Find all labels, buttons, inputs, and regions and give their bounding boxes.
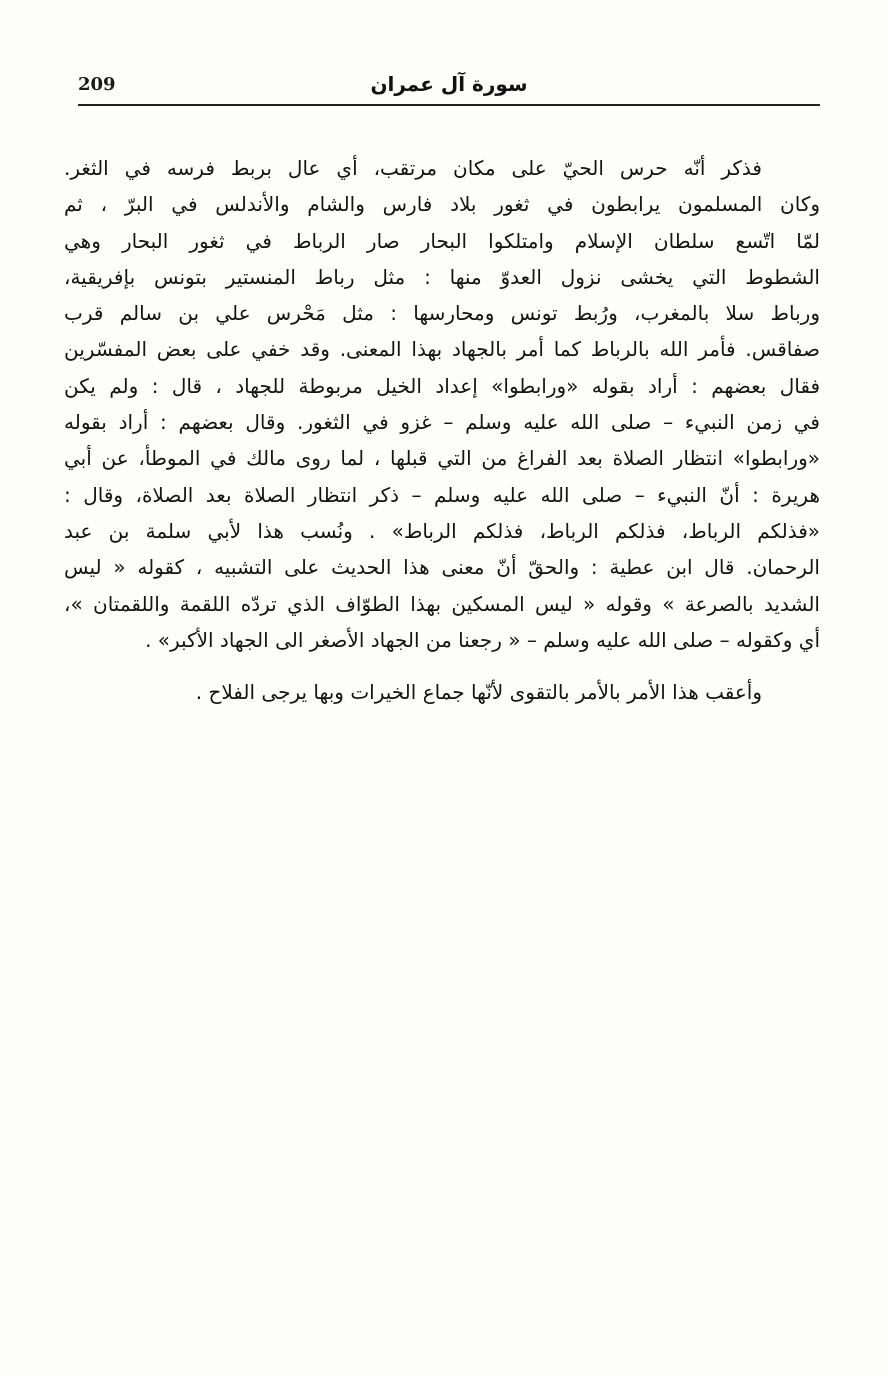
page-number: 209 bbox=[78, 74, 116, 95]
text-line: لمّا اتّسع سلطان الإسلام وامتلكوا البحار صار الرباط في ثغور البحار وهي bbox=[64, 228, 820, 253]
header-rule bbox=[78, 104, 820, 106]
text-line: أي وكقوله – صلى الله عليه وسلم – « رجعنا من الجهاد الأصغر الى الجهاد الأكبر» . bbox=[145, 627, 820, 652]
text-line: ورباط سلا بالمغرب، ورُبط تونس ومحارسها : مثل مَحْرس علي بن سالم قرب bbox=[64, 301, 820, 326]
text-line: صفاقس. فأمر الله بالرباط كما أمر بالجهاد بهذا المعنى. وقد خفي على بعض المفسّرين bbox=[64, 337, 820, 362]
paragraph-1 bbox=[64, 150, 820, 658]
text-line: الشديد بالصرعة » وقوله « ليس المسكين بهذا الطوّاف الذي تردّه اللقمة واللقمتان »، bbox=[64, 591, 820, 616]
text-line: «فذلكم الرباط، فذلكم الرباط، فذلكم الرباط» . ونُسب هذا لأبي سلمة بن عبد bbox=[64, 518, 820, 543]
text-line: فقال بعضهم : أراد بقوله «ورابطوا» إعداد الخيل مربوطة للجهاد ، قال : ولم يكن bbox=[64, 373, 820, 398]
paragraph-2 bbox=[64, 674, 820, 710]
text-line: الشطوط التي يخشى نزول العدوّ منها : مثل رباط المنستير بتونس بإفريقية، bbox=[64, 264, 820, 289]
text-line: وكان المسلمون يرابطون في ثغور بلاد فارس والشام والأندلس في البرّ ، ثم bbox=[64, 192, 820, 217]
text-line: وأعقب هذا الأمر بالأمر بالتقوى لأنّها جماع الخيرات وبها يرجى الفلاح . bbox=[195, 680, 762, 705]
body-text bbox=[64, 150, 820, 710]
text-line: في زمن النبيء – صلى الله عليه وسلم – غزو في الثغور. وقال بعضهم : أراد بقوله bbox=[64, 410, 820, 435]
text-line: فذكر أنّه حرس الحيّ على مكان مرتقب، أي عال بربط فرسه في الثغر. bbox=[64, 156, 762, 180]
running-title: سورة آل عمران bbox=[370, 72, 528, 96]
text-line: الرحمان. قال ابن عطية : والحقّ أنّ معنى هذا الحديث على التشبيه ، كقوله « ليس bbox=[64, 555, 820, 580]
text-line: «ورابطوا» انتظار الصلاة بعد الفراغ من التي قبلها ، لما روى مالك في الموطأ، عن أبي bbox=[64, 446, 820, 471]
page-header bbox=[78, 70, 820, 106]
text-line: هريرة : أنّ النبيء – صلى الله عليه وسلم – ذكر انتظار الصلاة بعد الصلاة، وقال : bbox=[64, 482, 820, 507]
